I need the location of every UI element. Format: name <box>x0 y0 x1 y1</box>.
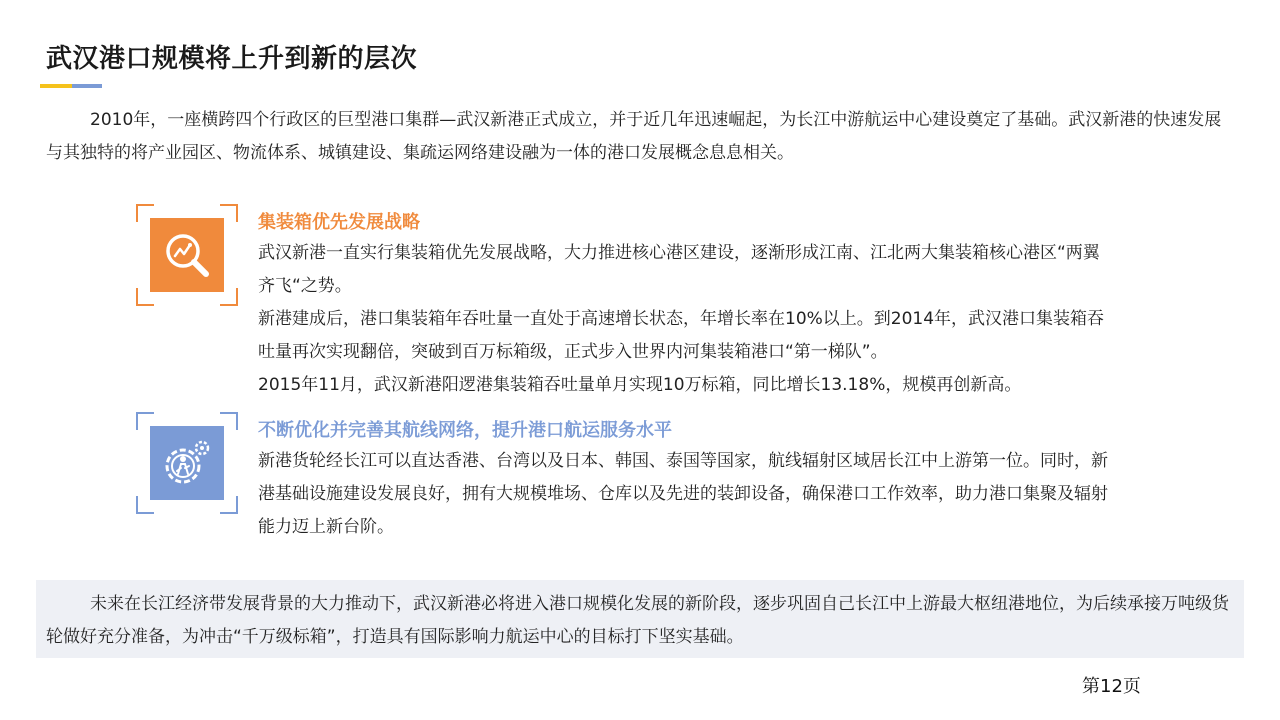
section-1-heading: 集装箱优先发展战略 <box>258 212 420 233</box>
section-1-paragraph-1: 武汉新港一直实行集装箱优先发展战略，大力推进核心港区建设，逐渐形成江南、江北两大集装箱核心港区“两翼齐飞“之势。 <box>258 243 1100 296</box>
title-underline-yellow <box>40 84 72 88</box>
section-2-heading: 不断优化并完善其航线网络，提升港口航运服务水平 <box>258 420 672 441</box>
section-1-paragraph-3: 2015年11月，武汉新港阳逻港集装箱吞吐量单月实现10万标箱，同比增长13.18%，规模再创新高。 <box>258 375 1022 395</box>
section-2-body <box>258 445 1108 544</box>
summary-box <box>36 580 1244 658</box>
summary-text: 未来在长江经济带发展背景的大力推动下，武汉新港必将进入港口规模化发展的新阶段，逐步巩固自己长江中上游最大枢纽港地位，为后续承接万吨级货轮做好充分准备，为冲击“千万级标箱”，打造具有国际影响力航运中心的目标打下坚实基础。 <box>46 594 1229 647</box>
page-number: 第12页 <box>1082 676 1141 697</box>
section-1-body <box>258 237 1108 402</box>
section-1-icon-frame <box>136 204 238 306</box>
intro-paragraph: 2010年，一座横跨四个行政区的巨型港口集群—武汉新港正式成立，并于近几年迅速崛起，为长江中游航运中心建设奠定了基础。武汉新港的快速发展与其独特的将产业园区、物流体系、城镇建设、集疏运网络建设融为一体的港口发展概念息息相关。 <box>46 110 1222 163</box>
section-2-icon-frame <box>136 412 238 514</box>
title-underline-blue <box>72 84 102 88</box>
slide-title: 武汉港口规模将上升到新的层次 <box>46 44 418 74</box>
gear-person-icon <box>150 426 224 500</box>
search-chart-icon <box>150 218 224 292</box>
section-2-paragraph-1: 新港货轮经长江可以直达香港、台湾以及日本、韩国、泰国等国家，航线辐射区域居长江中上游第一位。同时，新港基础设施建设发展良好，拥有大规模堆场、仓库以及先进的装卸设备，确保港口工作效率，助力港口集聚及辐射能力迈上新台阶。 <box>258 451 1108 537</box>
section-1-paragraph-2: 新港建成后，港口集装箱年吞吐量一直处于高速增长状态，年增长率在10%以上。到2014年，武汉港口集装箱吞吐量再次实现翻倍，突破到百万标箱级，正式步入世界内河集装箱港口“第一梯队”。 <box>258 309 1105 362</box>
